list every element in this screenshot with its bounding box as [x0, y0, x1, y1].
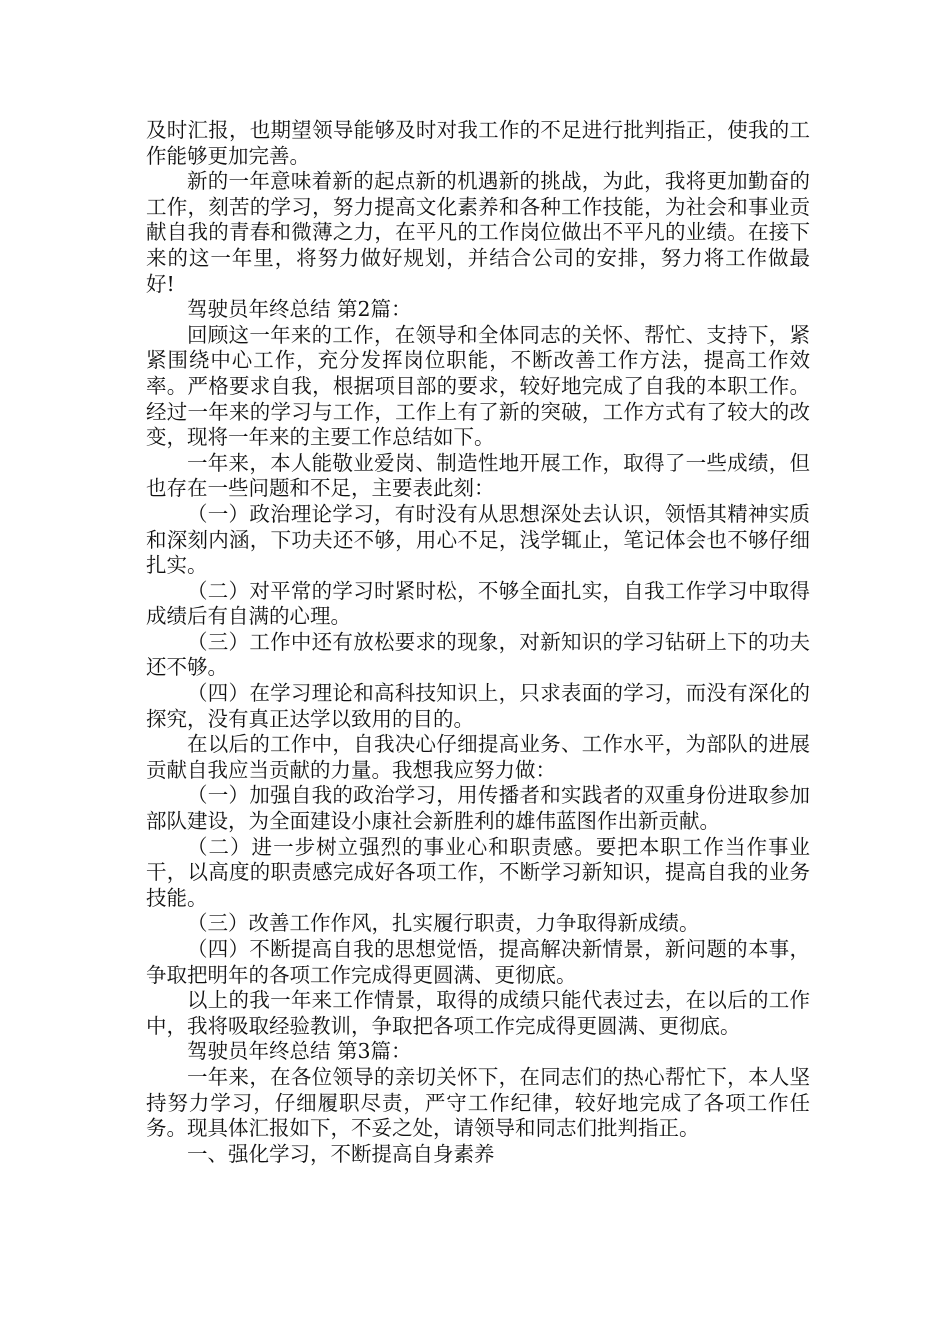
list-item: （三）改善工作作风，扎实履行职责，力争取得新成绩。: [187, 911, 700, 936]
paragraph: 新的一年意味着新的起点新的机遇新的挑战，为此，我将更加勤奋的工作，刻苦的学习，努力提高文化素养和各种工作技能，为社会和事业贡献自我的青春和微薄之力，在平凡的工作岗位做出不平凡的业绩。在接下来的这一年里，将努力做好规划，并结合公司的安排，努力将工作做最好!: [146, 169, 810, 296]
paragraph-continued: 及时汇报，也期望领导能够及时对我工作的不足进行批判指正，使我的工作能够更加完善。: [146, 118, 810, 168]
paragraph: 一年来，本人能敬业爱岗、制造性地开展工作，取得了一些成绩，但也存在一些问题和不足，主要表此刻：: [146, 450, 810, 501]
paragraph: 在以后的工作中，自我决心仔细提高业务、工作水平，为部队的进展贡献自我应当贡献的力量。我想我应努力做：: [146, 732, 810, 782]
paragraph: 以上的我一年来工作情景，取得的成绩只能代表过去，在以后的工作中，我将吸取经验教训，争取把各项工作完成得更圆满、更彻底。: [146, 988, 810, 1038]
document-body: [146, 118, 810, 1167]
list-item: （四）在学习理论和高科技知识上，只求表面的学习，而没有深化的探究，没有真正达学以致用的目的。: [146, 681, 810, 731]
subsection-heading: 一、强化学习，不断提高自身素养: [187, 1141, 495, 1166]
paragraph: 一年来，在各位领导的亲切关怀下，在同志们的热心帮忙下，本人坚持努力学习，仔细履职尽责，严守工作纪律，较好地完成了各项工作任务。现具体汇报如下，不妥之处，请领导和同志们批判指正。: [146, 1064, 810, 1141]
paragraph: 回顾这一年来的工作，在领导和全体同志的关怀、帮忙、支持下，紧紧围绕中心工作，充分发挥岗位职能，不断改善工作方法，提高工作效率。严格要求自我，根据项目部的要求，较好地完成了自我的本职工作。经过一年来的学习与工作，工作上有了新的突破，工作方式有了较大的改变，现将一年来的主要工作总结如下。: [146, 322, 810, 450]
list-item: （三）工作中还有放松要求的现象，对新知识的学习钻研上下的功夫还不够。: [146, 629, 810, 680]
list-item: （二）对平常的学习时紧时松，不够全面扎实，自我工作学习中取得成绩后有自满的心理。: [146, 578, 810, 629]
section-heading-part-3: 驾驶员年终总结 第3篇：: [187, 1039, 412, 1064]
list-item: （四）不断提高自我的思想觉悟，提高解决新情景，新问题的本事，争取把明年的各项工作完成得更圆满、更彻底。: [146, 937, 810, 987]
section-heading-part-2: 驾驶员年终总结 第2篇：: [187, 297, 412, 322]
list-item: （一）加强自我的政治学习，用传播者和实践者的双重身份进取参加部队建设，为全面建设小康社会新胜利的雄伟蓝图作出新贡献。: [146, 783, 810, 834]
list-item: （二）进一步树立强烈的事业心和职责感。要把本职工作当作事业干，以高度的职责感完成好各项工作，不断学习新知识，提高自我的业务技能。: [146, 834, 810, 910]
list-item: （一）政治理论学习，有时没有从思想深处去认识，领悟其精神实质和深刻内涵，下功夫还不够，用心不足，浅学辄止，笔记体会也不够仔细扎实。: [146, 501, 810, 578]
